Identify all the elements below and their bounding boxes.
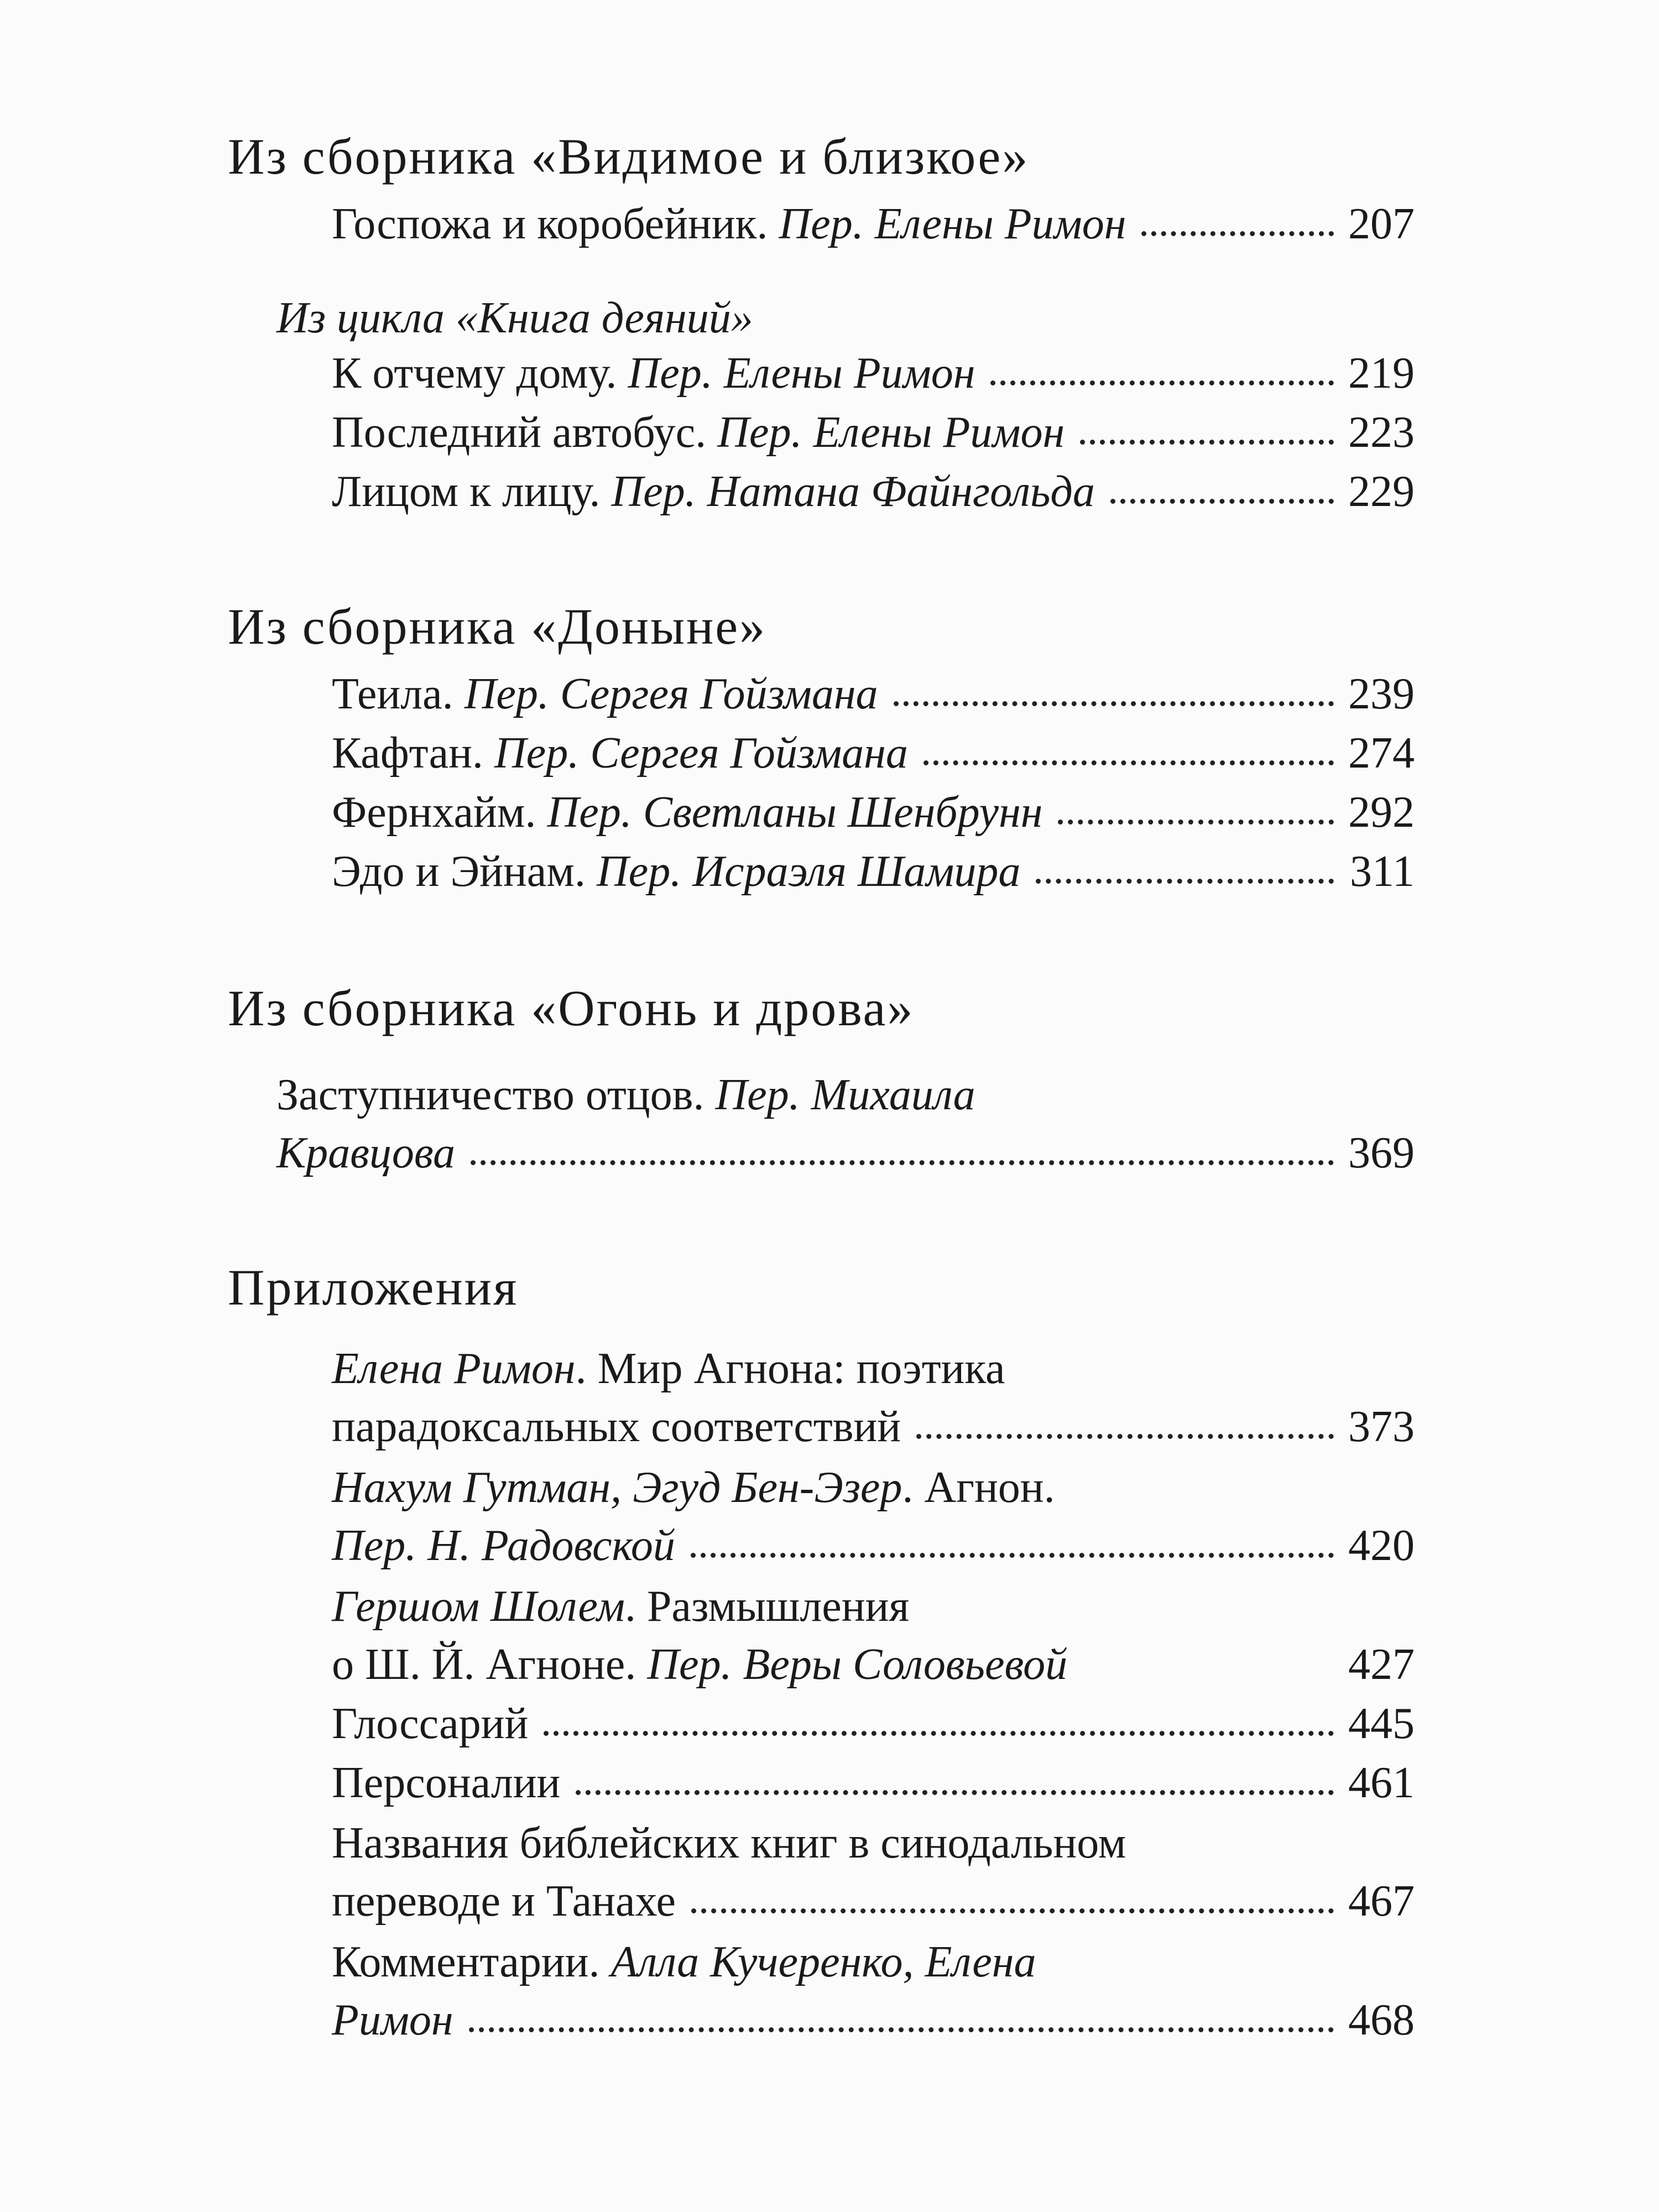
entry-title: Госпожа и коробейник.	[332, 200, 779, 248]
entry-line	[332, 1818, 1126, 1869]
section-heading: Из сборника «Видимое и близкое»	[228, 128, 1030, 185]
entry-title: К отчему дому.	[332, 349, 628, 398]
page-number: 223	[1348, 408, 1415, 457]
entry-title: Эдо и Эйнам.	[332, 847, 597, 896]
entry-translator: Пер. Н. Радовской	[332, 1521, 675, 1570]
dot-leader	[691, 1553, 1334, 1558]
dot-leader	[576, 1790, 1334, 1795]
dot-leader	[471, 1160, 1334, 1165]
dot-leader	[1110, 499, 1334, 504]
dot-leader	[894, 701, 1334, 706]
toc-entry	[332, 1876, 1415, 1932]
entry-line	[332, 1463, 1055, 1513]
toc-entry	[332, 1699, 1415, 1754]
page-number: 239	[1348, 670, 1415, 718]
page-number: 445	[1348, 1699, 1415, 1748]
entry-translator: Пер. Елены Римон	[717, 408, 1065, 457]
page-number: 467	[1348, 1877, 1415, 1926]
entry-title-cont: парадоксальных соответствий	[332, 1402, 901, 1451]
entry-author: Нахум Гутман, Эгуд Бен-Эзер	[332, 1463, 902, 1512]
dot-leader	[691, 1908, 1334, 1913]
toc-entry	[332, 1521, 1415, 1576]
section-heading: Приложения	[228, 1259, 519, 1316]
entry-title-cont: переводе и Танахе	[332, 1877, 676, 1926]
entry-translator: Пер. Натана Файнгольда	[611, 467, 1095, 516]
page-number: 207	[1348, 200, 1415, 248]
toc-entry	[332, 787, 1415, 843]
entry-title: Персоналии	[332, 1759, 561, 1807]
entry-authors-cont: Римон	[332, 1996, 453, 2044]
entry-title-cont: о Ш. Й. Агноне.	[332, 1640, 648, 1689]
entry-title: Комментарии.	[332, 1938, 611, 1986]
entry-title: . Агнон.	[902, 1463, 1055, 1512]
toc-entry	[332, 467, 1415, 522]
toc-entry	[332, 669, 1415, 724]
page-number: 369	[1348, 1129, 1415, 1177]
entry-authors: Алла Кучеренко, Елена	[611, 1938, 1036, 1986]
page-number: 219	[1348, 349, 1415, 398]
dot-leader	[990, 380, 1334, 385]
entry-translator: Пер. Елены Римон	[779, 200, 1126, 248]
entry-translator-cont: Кравцова	[276, 1129, 456, 1177]
entry-title: Фернхайм.	[332, 788, 547, 837]
entry-title: Глоссарий	[332, 1699, 529, 1748]
entry-translator: Пер. Веры Соловьевой	[647, 1640, 1068, 1689]
entry-title: . Мир Агнона: поэтика	[575, 1344, 1005, 1393]
section-heading: Из сборника «Огонь и дрова»	[228, 980, 915, 1036]
entry-translator: Пер. Елены Римон	[628, 349, 975, 398]
toc-entry	[332, 408, 1415, 463]
entry-title: Заступничество отцов.	[276, 1071, 716, 1119]
page-number: 427	[1348, 1640, 1415, 1689]
entry-line	[332, 1937, 1036, 1987]
entry-translator: Пер. Михаила	[715, 1071, 975, 1119]
page-number: 311	[1349, 847, 1415, 896]
entry-line	[332, 1582, 909, 1632]
page-number: 373	[1348, 1402, 1415, 1451]
dot-leader	[544, 1731, 1334, 1736]
entry-line	[276, 1070, 975, 1120]
toc-entry	[332, 348, 1415, 404]
dot-leader	[1058, 820, 1334, 825]
page-number: 292	[1348, 788, 1415, 837]
dot-leader	[916, 1434, 1334, 1439]
page-number: 420	[1348, 1521, 1415, 1570]
cycle-subheading: Из цикла «Книга деяний»	[276, 294, 753, 342]
toc-entry	[332, 1640, 1415, 1695]
toc-entry	[276, 1128, 1415, 1183]
entry-line	[332, 1344, 1005, 1394]
entry-translator: Пер. Сергея Гойзмана	[464, 670, 878, 718]
page-number: 461	[1348, 1759, 1415, 1807]
toc-entry	[332, 847, 1415, 902]
entry-title: Лицом к лицу.	[332, 467, 612, 516]
toc-entry	[332, 1402, 1415, 1457]
dot-leader	[1080, 440, 1334, 445]
page-number: 468	[1348, 1996, 1415, 2044]
dot-leader	[924, 760, 1334, 765]
entry-translator: Пер. Сергея Гойзмана	[494, 729, 908, 778]
entry-title: . Размышления	[624, 1582, 910, 1631]
dot-leader	[1036, 879, 1334, 884]
entry-author: Елена Римон	[332, 1344, 576, 1393]
dot-leader	[469, 2027, 1334, 2032]
page-number: 274	[1348, 729, 1415, 778]
page-number: 229	[1348, 467, 1415, 516]
entry-title: Кафтан.	[332, 729, 494, 778]
entry-translator: Пер. Светланы Шенбрунн	[547, 788, 1043, 837]
entry-title: Названия библейских книг в синодальном	[332, 1819, 1126, 1867]
toc-entry	[332, 1758, 1415, 1813]
entry-title: Последний автобус.	[332, 408, 718, 457]
entry-author: Гершом Шолем	[332, 1582, 625, 1631]
entry-translator: Пер. Исраэля Шамира	[596, 847, 1021, 896]
toc-entry	[332, 1995, 1415, 2051]
section-heading: Из сборника «Доныне»	[228, 598, 767, 655]
entry-title: Теила.	[332, 670, 465, 718]
toc-entry	[332, 728, 1415, 784]
toc-entry	[332, 199, 1415, 254]
dot-leader	[1141, 231, 1334, 236]
